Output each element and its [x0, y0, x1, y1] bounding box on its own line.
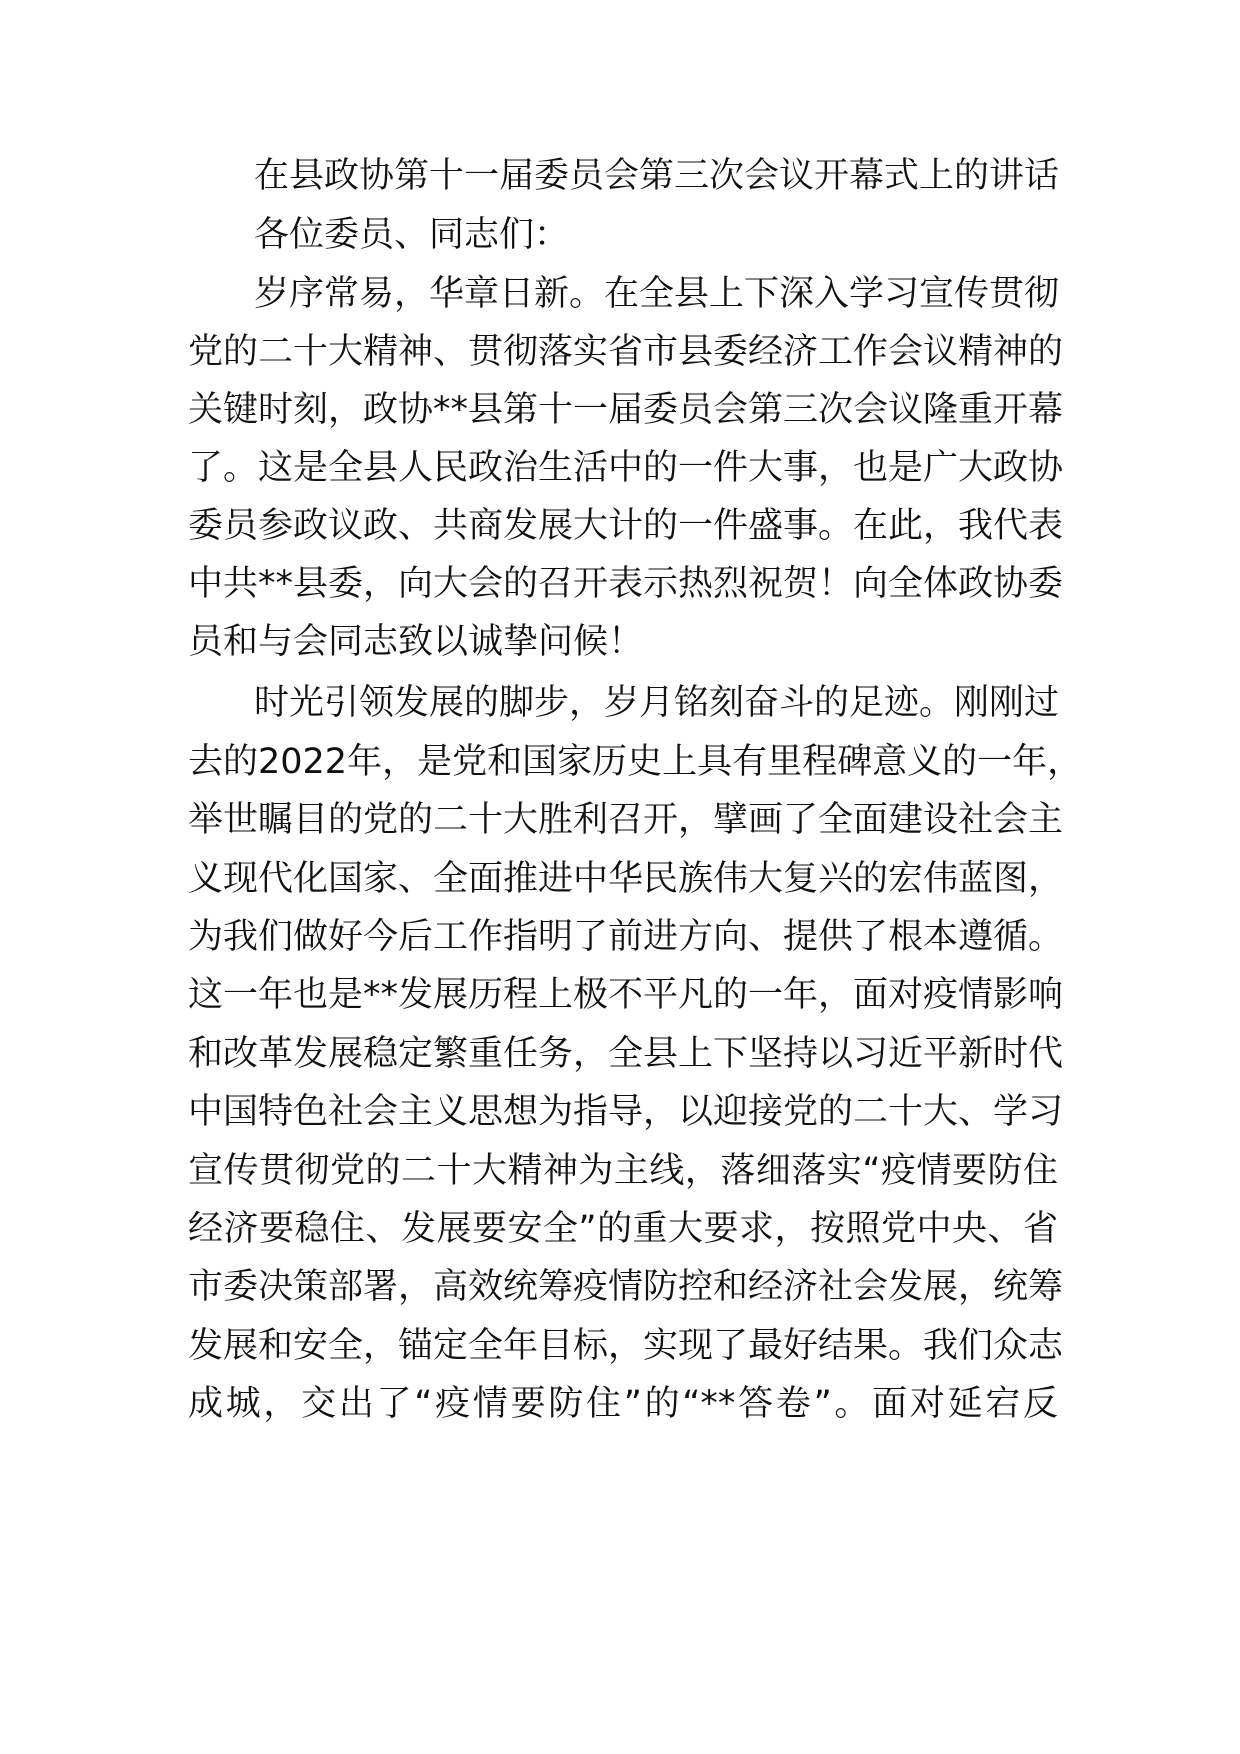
paragraph-1-line-3: 关键时刻，政协**县第十一届委员会第三次会议隆重开幕 — [188, 390, 1064, 430]
paragraph-1-line-7: 员和与会同志致以诚挚问候！ — [188, 622, 644, 662]
paragraph-2-line-3: 举世瞩目的党的二十大胜利召开，擘画了全面建设社会主 — [188, 800, 1064, 840]
paragraph-2-line-1: 时光引领发展的脚步，岁月铭刻奋斗的足迹。刚刚过 — [254, 683, 1060, 723]
paragraph-2-line-5: 为我们做好今后工作指明了前进方向、提供了根本遵循。 — [188, 917, 1064, 957]
salutation: 各位委员、同志们： — [254, 215, 570, 255]
paragraph-1-line-5: 委员参政议政、共商发展大计的一件盛事。在此，我代表 — [188, 506, 1064, 546]
paragraph-2-line-6: 这一年也是**发展历程上极不平凡的一年，面对疫情影响 — [188, 975, 1064, 1015]
paragraph-2-line-11: 市委决策部署，高效统筹疫情防控和经济社会发展，统筹 — [188, 1267, 1064, 1307]
paragraph-2-line-8: 中国特色社会主义思想为指导，以迎接党的二十大、学习 — [188, 1092, 1064, 1132]
paragraph-2-line-9: 宣传贯彻党的二十大精神为主线，落细落实“疫情要防住 — [188, 1151, 1058, 1191]
paragraph-2-line-12: 发展和安全，锚定全年目标，实现了最好结果。我们众志 — [188, 1326, 1064, 1366]
paragraph-2-line-4: 义现代化国家、全面推进中华民族伟大复兴的宏伟蓝图， — [188, 859, 1064, 899]
paragraph-1-line-6: 中共**县委，向大会的召开表示热烈祝贺！向全体政协委 — [188, 564, 1064, 604]
document-title: 在县政协第十一届委员会第三次会议开幕式上的讲话 — [254, 156, 1060, 196]
paragraph-2-line-10: 经济要稳住、发展要安全”的重大要求，按照党中央、省 — [188, 1209, 1058, 1249]
paragraph-2-line-7: 和改革发展稳定繁重任务，全县上下坚持以习近平新时代 — [188, 1034, 1064, 1074]
paragraph-2-line-13: 成城，交出了“疫情要防住”的“**答卷”。面对延宕反 — [188, 1384, 1058, 1424]
paragraph-2-line-2: 去的2022年，是党和国家历史上具有里程碑意义的一年， — [188, 742, 1083, 782]
paragraph-1-line-4: 了。这是全县人民政治生活中的一件大事，也是广大政协 — [188, 448, 1064, 488]
paragraph-1-line-2: 党的二十大精神、贯彻落实省市县委经济工作会议精神的 — [188, 332, 1064, 372]
paragraph-1-line-1: 岁序常易，华章日新。在全县上下深入学习宣传贯彻 — [254, 274, 1060, 314]
